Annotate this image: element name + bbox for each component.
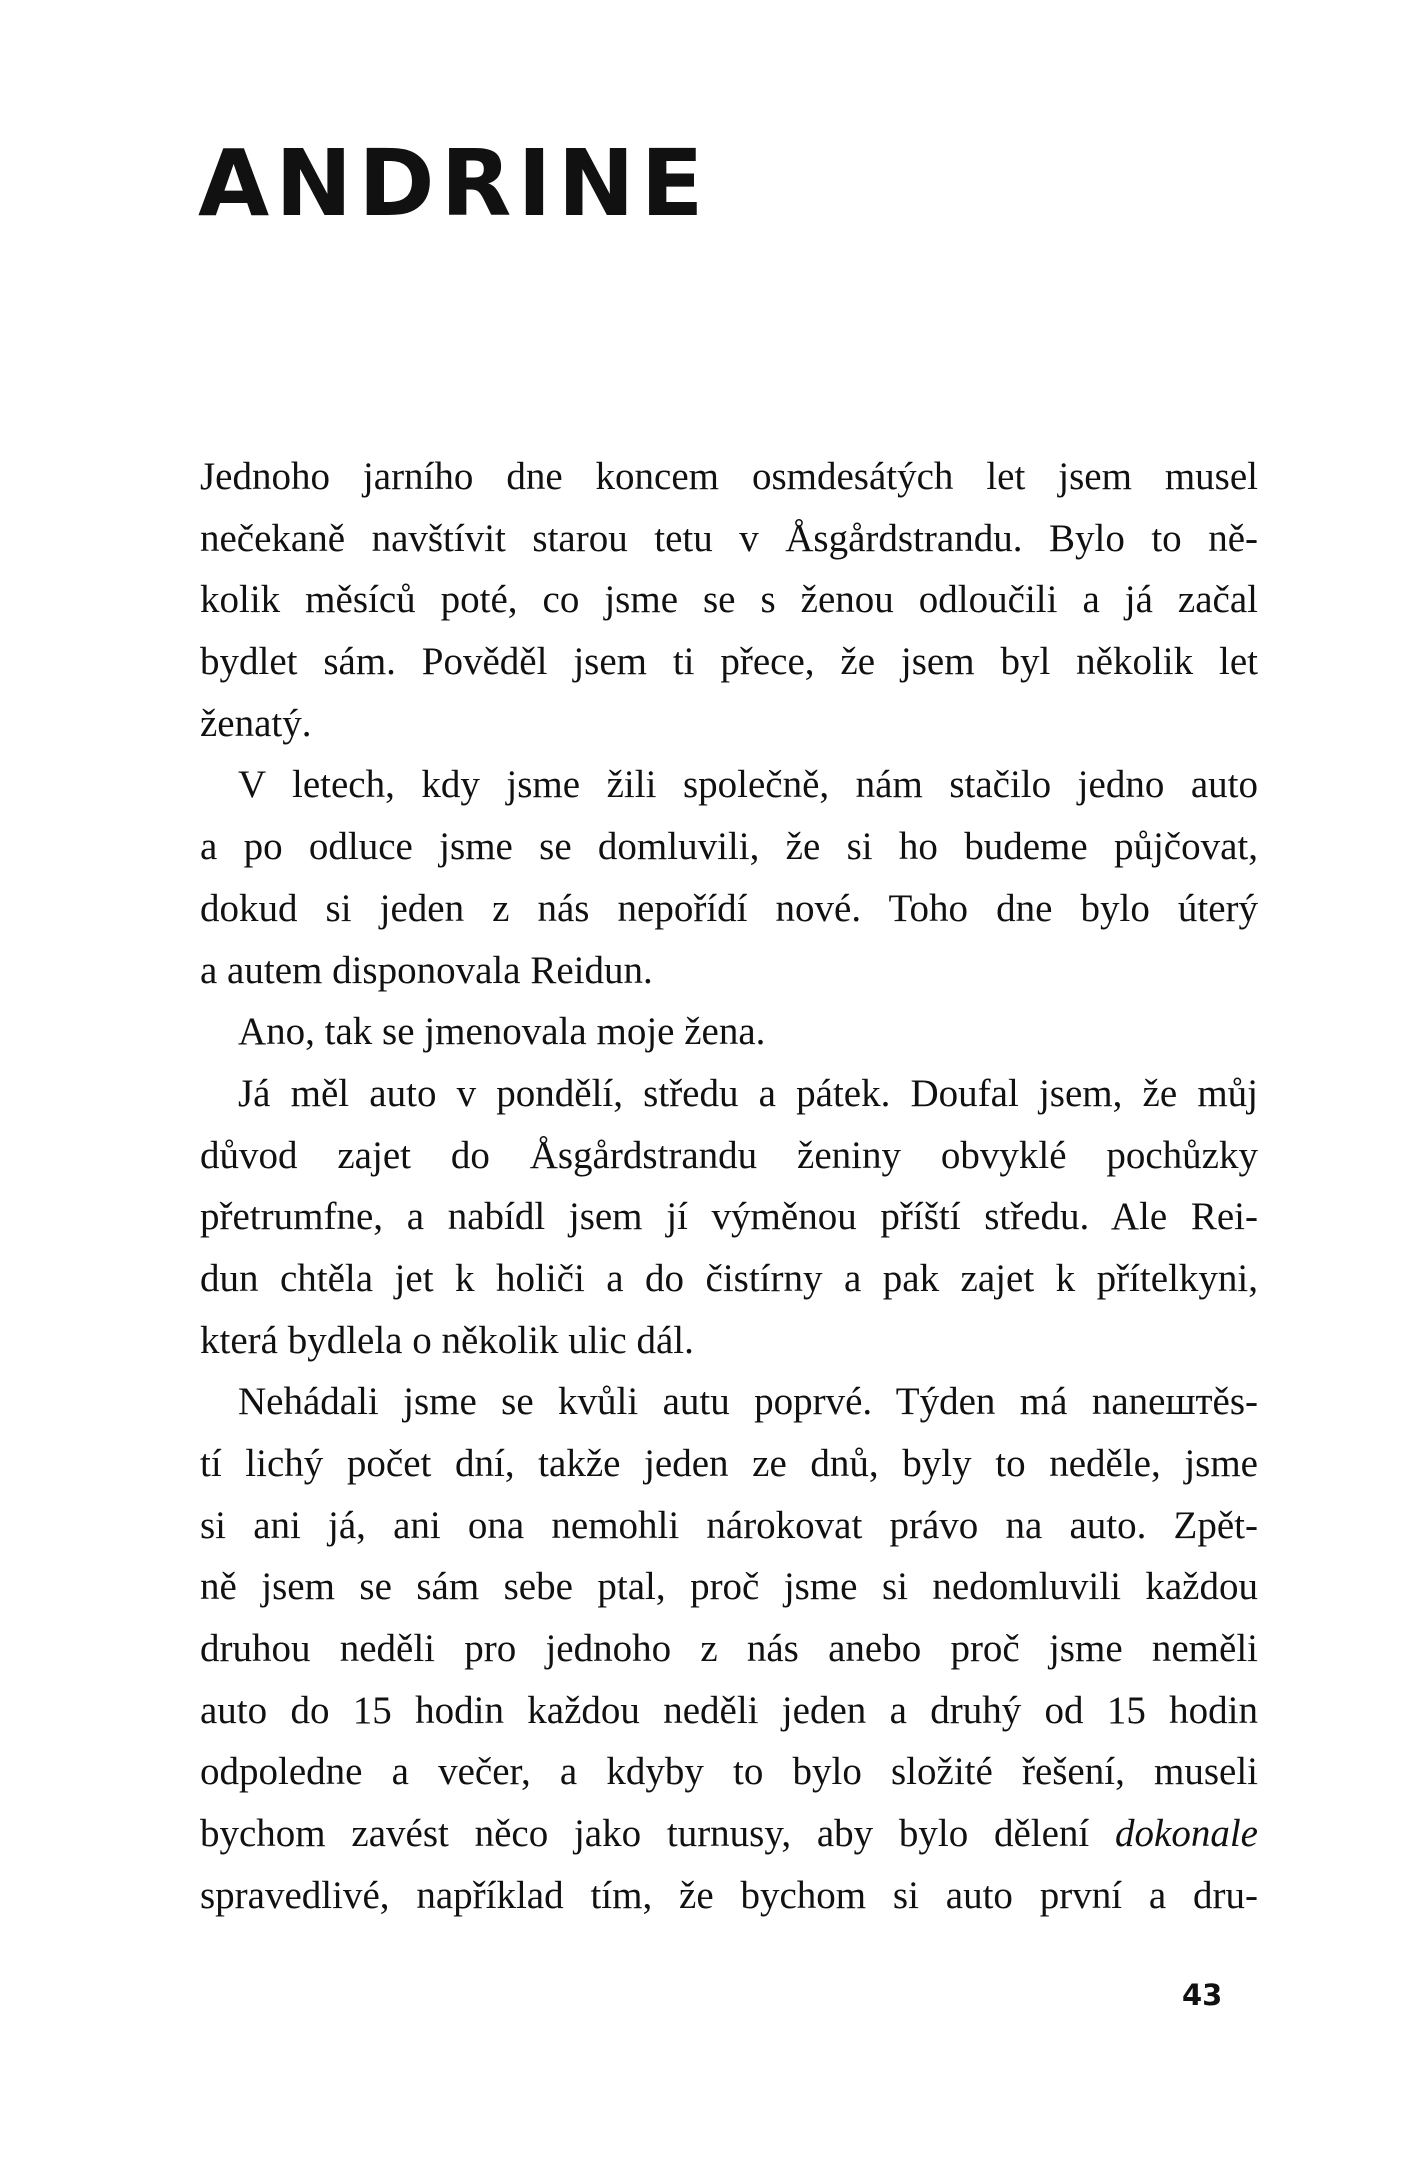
text-line: Jednoho jarního dne koncem osmdesátých let jsem musel xyxy=(200,455,1258,498)
text-line: druhou neděli pro jednoho z nás anebo proč jsme neměli xyxy=(200,1627,1258,1671)
text-line: spravedlivé, například tím, že bychom si auto první a dru- xyxy=(200,1873,1258,1917)
text-line: Nehádali jsme se kvůli autu poprvé. Týden má nanештěs- xyxy=(238,1380,1258,1424)
text-line: která bydlela o několik ulic dál. xyxy=(200,1318,694,1362)
body-text xyxy=(200,446,1258,1927)
chapter-title: ANDRINE xyxy=(198,130,710,237)
text-line: odpoledne a večer, a kdyby to bylo složité řešení, museli xyxy=(200,1750,1258,1794)
page-number: 43 xyxy=(1182,1978,1223,2012)
italic-word: dokonale xyxy=(1115,1812,1258,1856)
text-line: a autem disponovala Reidun. xyxy=(200,948,653,992)
text-line: si ani já, ani ona nemohli nárokovat právo na auto. Zpět- xyxy=(200,1503,1258,1547)
text-line: přetrumfne, a nabídl jsem jí výměnou příští středu. Ale Rei- xyxy=(200,1195,1258,1239)
text-line: dun chtěla jet k holiči a do čistírny a pak zajet k přítelkyni, xyxy=(200,1256,1258,1300)
text-line: důvod zajet do Åsgårdstrandu ženiny obvyklé pochůzky xyxy=(200,1133,1258,1177)
text-line: tí lichý počet dní, takže jeden ze dnů, byly to neděle, jsme xyxy=(200,1442,1258,1485)
text-line: ně jsem se sám sebe ptal, proč jsme si nedomluvili každou xyxy=(200,1565,1258,1609)
text-line: Já měl auto v pondělí, středu a pátek. Doufal jsem, že můj xyxy=(238,1071,1258,1115)
text-line: ženatý. xyxy=(200,701,312,745)
text-line: bydlet sám. Pověděl jsem ti přece, že jsem byl několik let xyxy=(200,640,1258,684)
text-line: auto do 15 hodin každou neděli jeden a druhý od 15 hodin xyxy=(200,1688,1258,1732)
text-line: a po odluce jsme se domluvili, že si ho budeme půjčovat, xyxy=(200,825,1258,869)
text-line: V letech, kdy jsme žili společně, nám stačilo jedno auto xyxy=(238,763,1258,807)
text-line: dokud si jeden z nás nepořídí nové. Toho dne bylo úterý xyxy=(200,886,1258,930)
text-line: Ano, tak se jmenovala moje žena. xyxy=(238,1010,766,1054)
text-line: nečekaně navštívit starou tetu v Åsgårdstrandu. Bylo to ně- xyxy=(200,516,1258,560)
text-line xyxy=(200,1803,1258,1865)
text-line: kolik měsíců poté, co jsme se s ženou odloučili a já začal xyxy=(200,578,1258,622)
text-segment: bychom zavést něco jako turnusy, aby bylo dělení xyxy=(200,1812,1116,1856)
